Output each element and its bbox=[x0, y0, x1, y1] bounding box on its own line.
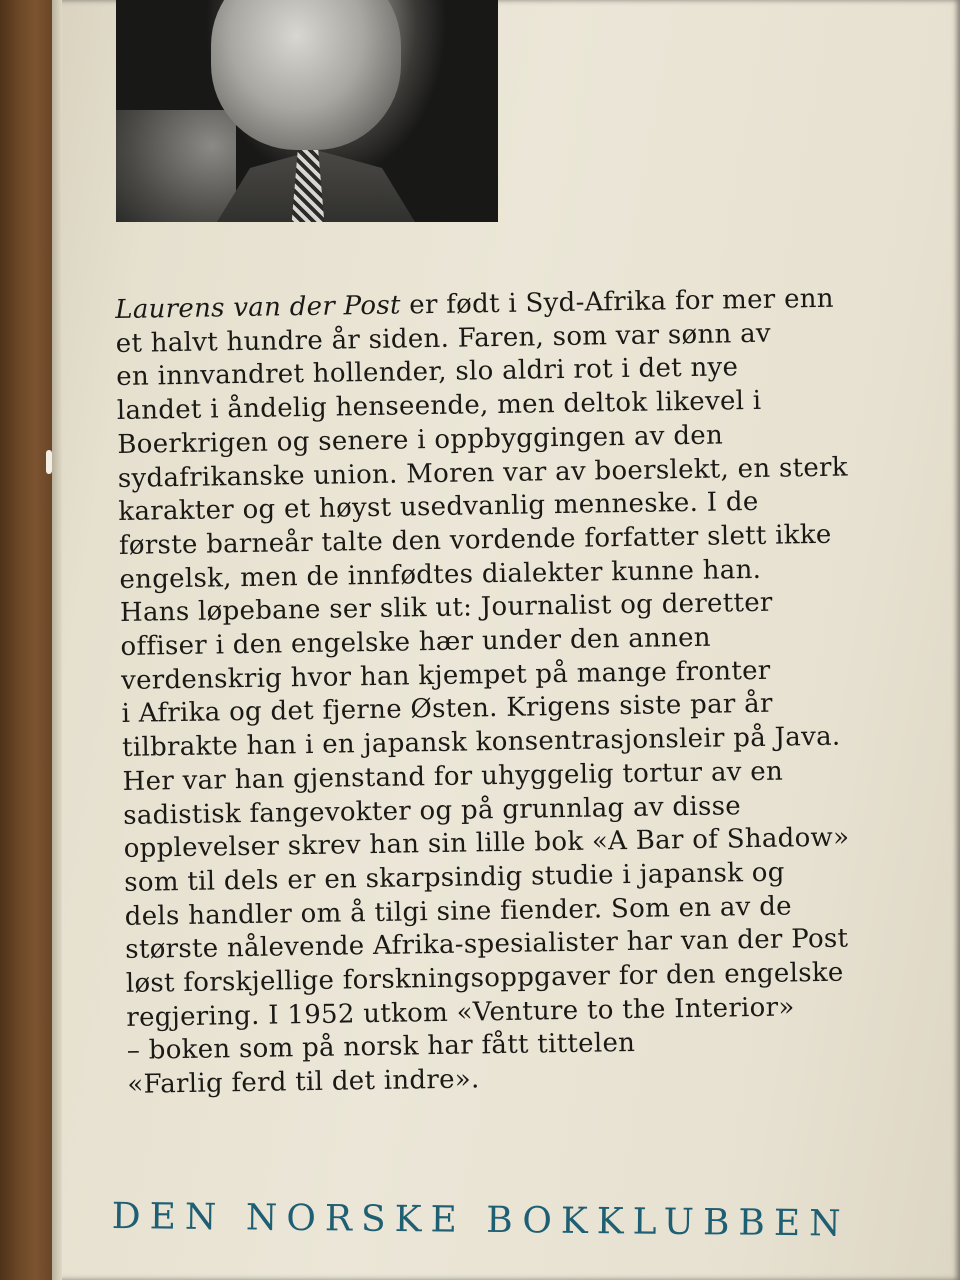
bio-line: største nålevende Afrika-spesialister har van der Post bbox=[125, 923, 849, 966]
bio-line: Her var han gjenstand for uhyggelig tortur av en bbox=[122, 756, 784, 797]
bio-line: i Afrika og det fjerne Østen. Krigens siste par år bbox=[121, 689, 773, 730]
bio-line: tilbrakte han i en japansk konsentrasjonsleir på Java. bbox=[121, 721, 841, 764]
bio-line: Boerkrigen og senere i oppbyggingen av den bbox=[117, 420, 724, 460]
bio-line: dels handler om å tilgi sine fiender. Som en av de bbox=[124, 891, 793, 932]
bio-line: Hans løpebane ser slik ut: Journalist og deretter bbox=[119, 588, 773, 629]
bio-line: sydafrikanske union. Moren var av boerslekt, en sterk bbox=[117, 452, 849, 494]
bio-line: offiser i den engelske hær under den annen bbox=[120, 622, 712, 662]
bio-line: en innvandret hollender, slo aldri rot i det nye bbox=[116, 352, 739, 393]
publisher-imprint: DEN NORSKE BOKKLUBBEN bbox=[111, 1196, 850, 1245]
bio-line: engelsk, men de innfødtes dialekter kunne han. bbox=[119, 554, 762, 595]
table-surface bbox=[0, 0, 60, 1280]
bio-line: som til dels er en skarpsindig studie i japansk og bbox=[124, 857, 785, 898]
bio-line: første barneår talte den vordende forfatter slett ikke bbox=[118, 519, 832, 561]
bio-line: sadistisk fangevokter og på grunnlag av disse bbox=[122, 790, 742, 831]
bio-line: landet i åndelig henseende, men deltok likevel i bbox=[116, 385, 762, 427]
author-biography bbox=[115, 282, 908, 1103]
bio-line: opplevelser skrev han sin lille bok «A Bar of Shadow» bbox=[123, 822, 850, 865]
bio-line: regjering. I 1952 utkom «Venture to the Interior» bbox=[126, 992, 795, 1033]
bio-line: løst forskjellige forskningsoppgaver for den engelske bbox=[125, 957, 844, 999]
photo-face bbox=[211, 0, 401, 150]
bio-line: verdenskrig hvor han kjempet på mange fronter bbox=[120, 655, 771, 696]
bio-line: et halvt hundre år siden. Faren, som var sønn av bbox=[115, 318, 772, 359]
bio-line: «Farlig ferd til det indre». bbox=[127, 1064, 480, 1101]
cover-crease-mark bbox=[46, 450, 52, 474]
bio-line: – boken som på norsk har fått tittelen bbox=[126, 1028, 636, 1067]
photo-shoulder bbox=[116, 110, 236, 222]
author-name: Laurens van der Post bbox=[115, 290, 401, 325]
bio-line: karakter og et høyst usedvanlig menneske. I de bbox=[118, 487, 759, 528]
bio-first-line-text: er født i Syd-Afrika for mer enn bbox=[400, 283, 835, 321]
spine-crease bbox=[52, 0, 62, 1280]
author-photo bbox=[116, 0, 498, 222]
